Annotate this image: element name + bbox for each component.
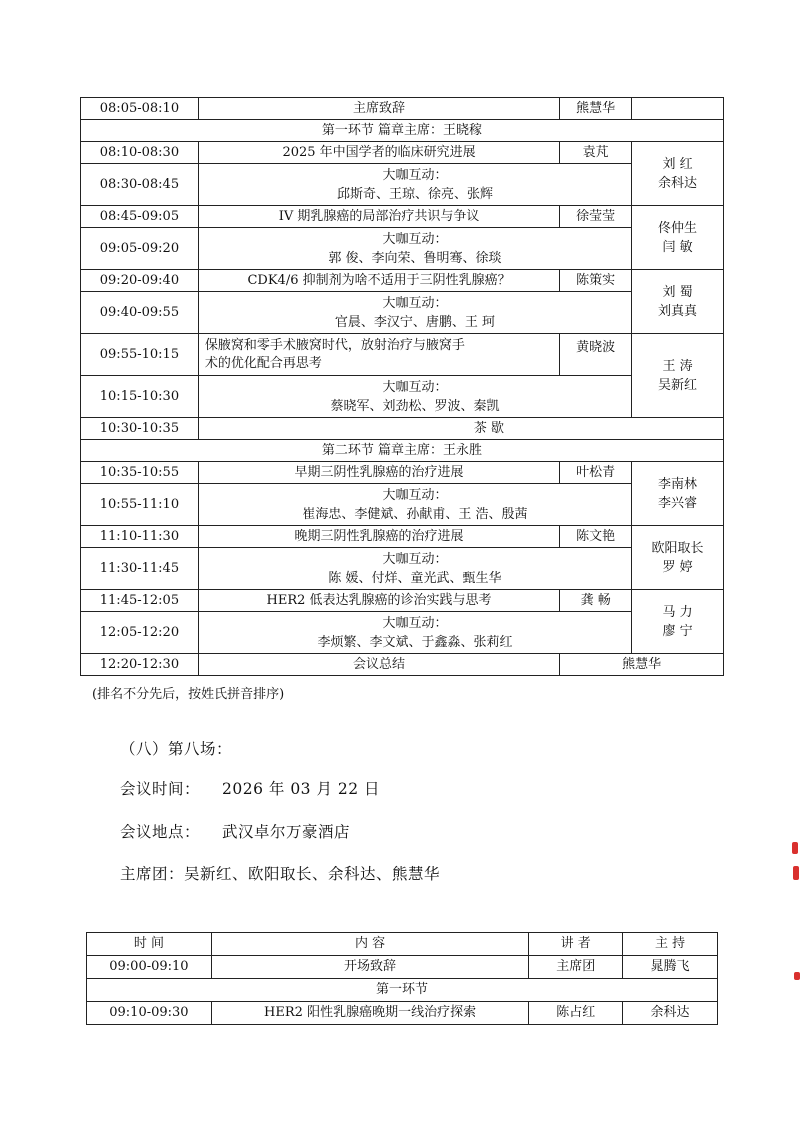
host-line: 李南林	[658, 476, 698, 492]
interaction-people: 李烦繁、李文斌、于鑫淼、张莉红	[317, 634, 513, 650]
topic-cell: HER2 低表达乳腺癌的诊治实践与思考	[198, 590, 559, 612]
host-line: 刘 红	[662, 156, 693, 172]
meeting-place	[120, 820, 350, 842]
interaction-row	[81, 612, 724, 654]
meeting-time-value: 2026 年 03 月 22 日	[222, 780, 381, 798]
table-row	[87, 956, 718, 979]
time-cell: 11:45-12:05	[81, 590, 199, 612]
meeting-place-label: 会议地点：	[120, 823, 201, 841]
section-row	[87, 979, 718, 1002]
speaker-cell: 叶松青	[560, 462, 632, 484]
host-cell	[632, 98, 724, 120]
section-title: 第二环节 篇章主席：王永胜	[81, 440, 724, 462]
interaction-cell	[198, 292, 631, 334]
topic-cell: 会议总结	[198, 654, 559, 676]
interaction-label: 大咖互动：	[382, 551, 448, 567]
section-row	[81, 440, 724, 462]
stamp-edge-mark	[794, 972, 800, 980]
table-row	[81, 270, 724, 292]
topic-cell: IV 期乳腺癌的局部治疗共识与争议	[198, 206, 559, 228]
schedule-table	[80, 97, 724, 676]
stamp-edge-mark	[792, 842, 798, 854]
topic-line: 术的优化配合再思考	[204, 355, 322, 371]
time-cell: 12:05-12:20	[81, 612, 199, 654]
host-line: 闫 敏	[662, 239, 693, 255]
host-line: 欧阳取长	[651, 540, 704, 556]
speaker-cell: 陈占红	[529, 1002, 623, 1025]
speaker-cell: 熊慧华	[560, 654, 724, 676]
speaker-cell: 熊慧华	[560, 98, 632, 120]
interaction-people: 崔海忠、李健斌、孙献甫、王 浩、殷茜	[302, 506, 528, 522]
meeting-place-value: 武汉卓尔万豪酒店	[222, 823, 351, 841]
break-cell: 茶 歇	[198, 418, 723, 440]
interaction-row	[81, 228, 724, 270]
time-cell: 09:20-09:40	[81, 270, 199, 292]
host-cell	[632, 270, 724, 334]
table-row	[81, 334, 724, 376]
header-host: 主 持	[623, 933, 718, 956]
host-line: 余科达	[658, 175, 698, 191]
time-cell: 09:55-10:15	[81, 334, 199, 376]
time-cell: 10:15-10:30	[81, 376, 199, 418]
time-cell: 10:35-10:55	[81, 462, 199, 484]
table-row	[81, 654, 724, 676]
host-cell	[632, 142, 724, 206]
header-row	[87, 933, 718, 956]
time-cell: 08:05-08:10	[81, 98, 199, 120]
interaction-cell	[198, 164, 631, 206]
host-line: 吴新红	[658, 377, 698, 393]
time-cell: 09:00-09:10	[87, 956, 212, 979]
time-cell: 10:30-10:35	[81, 418, 199, 440]
chair-value: 吴新红、欧阳取长、余科达、熊慧华	[184, 865, 441, 883]
time-cell: 08:30-08:45	[81, 164, 199, 206]
host-cell	[632, 334, 724, 418]
time-cell: 12:20-12:30	[81, 654, 199, 676]
interaction-cell	[198, 612, 631, 654]
interaction-row	[81, 484, 724, 526]
header-speaker: 讲 者	[529, 933, 623, 956]
topic-cell: HER2 阳性乳腺癌晚期一线治疗探索	[211, 1002, 528, 1025]
topic-line: 保腋窝和零手术腋窝时代，放射治疗与腋窝手	[204, 337, 465, 353]
interaction-row	[81, 164, 724, 206]
speaker-cell: 主席团	[529, 956, 623, 979]
host-cell: 晁腾飞	[623, 956, 718, 979]
ranking-note: (排名不分先后，按姓氏拼音排序)	[92, 687, 285, 702]
host-line: 廖 宁	[662, 623, 693, 639]
table-row	[81, 142, 724, 164]
table-row	[81, 462, 724, 484]
interaction-row	[81, 292, 724, 334]
section-row	[81, 120, 724, 142]
time-cell: 10:55-11:10	[81, 484, 199, 526]
break-row	[81, 418, 724, 440]
speaker-cell: 陈文艳	[560, 526, 632, 548]
topic-cell: 晚期三阴性乳腺癌的治疗进展	[198, 526, 559, 548]
session-heading: （八）第八场：	[120, 740, 233, 758]
interaction-label: 大咖互动：	[382, 379, 448, 395]
table-row	[81, 206, 724, 228]
topic-cell: 早期三阴性乳腺癌的治疗进展	[198, 462, 559, 484]
host-line: 王 涛	[662, 358, 693, 374]
interaction-people: 官晨、李汉宁、唐鹏、王 珂	[334, 314, 496, 330]
meeting-time-label: 会议时间：	[120, 780, 201, 798]
chair-label: 主席团：	[120, 865, 185, 883]
host-cell	[632, 462, 724, 526]
host-cell	[632, 526, 724, 590]
interaction-people: 蔡晓军、刘劲松、罗波、秦凯	[330, 398, 500, 414]
time-cell: 09:40-09:55	[81, 292, 199, 334]
meeting-time	[120, 777, 380, 799]
host-line: 佟仲生	[658, 220, 698, 236]
interaction-label: 大咖互动：	[382, 615, 448, 631]
time-cell: 11:30-11:45	[81, 548, 199, 590]
interaction-people: 邱斯奇、王琼、徐亮、张辉	[336, 186, 493, 202]
interaction-row	[81, 548, 724, 590]
speaker-cell: 陈策实	[560, 270, 632, 292]
speaker-cell: 袁芃	[560, 142, 632, 164]
interaction-people: 郭 俊、李向荣、鲁明骞、徐琰	[328, 250, 502, 266]
topic-cell	[198, 334, 559, 376]
time-cell: 08:10-08:30	[81, 142, 199, 164]
session8-table	[86, 932, 718, 1025]
topic-cell: 开场致辞	[211, 956, 528, 979]
interaction-cell	[198, 376, 631, 418]
table-row	[81, 590, 724, 612]
host-cell	[632, 590, 724, 654]
interaction-cell	[198, 484, 631, 526]
interaction-label: 大咖互动：	[382, 295, 448, 311]
host-line: 李兴睿	[658, 495, 698, 511]
stamp-edge-mark	[793, 866, 799, 880]
speaker-cell: 徐莹莹	[560, 206, 632, 228]
interaction-cell	[198, 548, 631, 590]
host-cell	[632, 206, 724, 270]
speaker-cell: 黄晓波	[560, 334, 632, 376]
interaction-cell	[198, 228, 631, 270]
time-cell: 09:10-09:30	[87, 1002, 212, 1025]
speaker-cell: 龚 畅	[560, 590, 632, 612]
topic-cell: 2025 年中国学者的临床研究进展	[198, 142, 559, 164]
table-row	[87, 1002, 718, 1025]
table-row	[81, 526, 724, 548]
host-cell: 余科达	[623, 1002, 718, 1025]
interaction-people: 陈 媛、付烊、童光武、甄生华	[328, 570, 502, 586]
topic-cell: 主席致辞	[198, 98, 559, 120]
time-cell: 11:10-11:30	[81, 526, 199, 548]
chair-panel	[120, 862, 440, 884]
interaction-label: 大咖互动：	[382, 167, 448, 183]
interaction-label: 大咖互动：	[382, 231, 448, 247]
topic-cell: CDK4/6 抑制剂为啥不适用于三阴性乳腺癌？	[198, 270, 559, 292]
time-cell: 09:05-09:20	[81, 228, 199, 270]
section-title: 第一环节 篇章主席：王晓稼	[81, 120, 724, 142]
host-line: 马 力	[662, 604, 693, 620]
interaction-row	[81, 376, 724, 418]
host-line: 刘 蜀	[662, 284, 693, 300]
time-cell: 08:45-09:05	[81, 206, 199, 228]
table-row	[81, 98, 724, 120]
header-content: 内 容	[211, 933, 528, 956]
section-title: 第一环节	[87, 979, 718, 1002]
host-line: 刘真真	[658, 303, 698, 319]
interaction-label: 大咖互动：	[382, 487, 448, 503]
host-line: 罗 婷	[662, 559, 693, 575]
header-time: 时 间	[87, 933, 212, 956]
